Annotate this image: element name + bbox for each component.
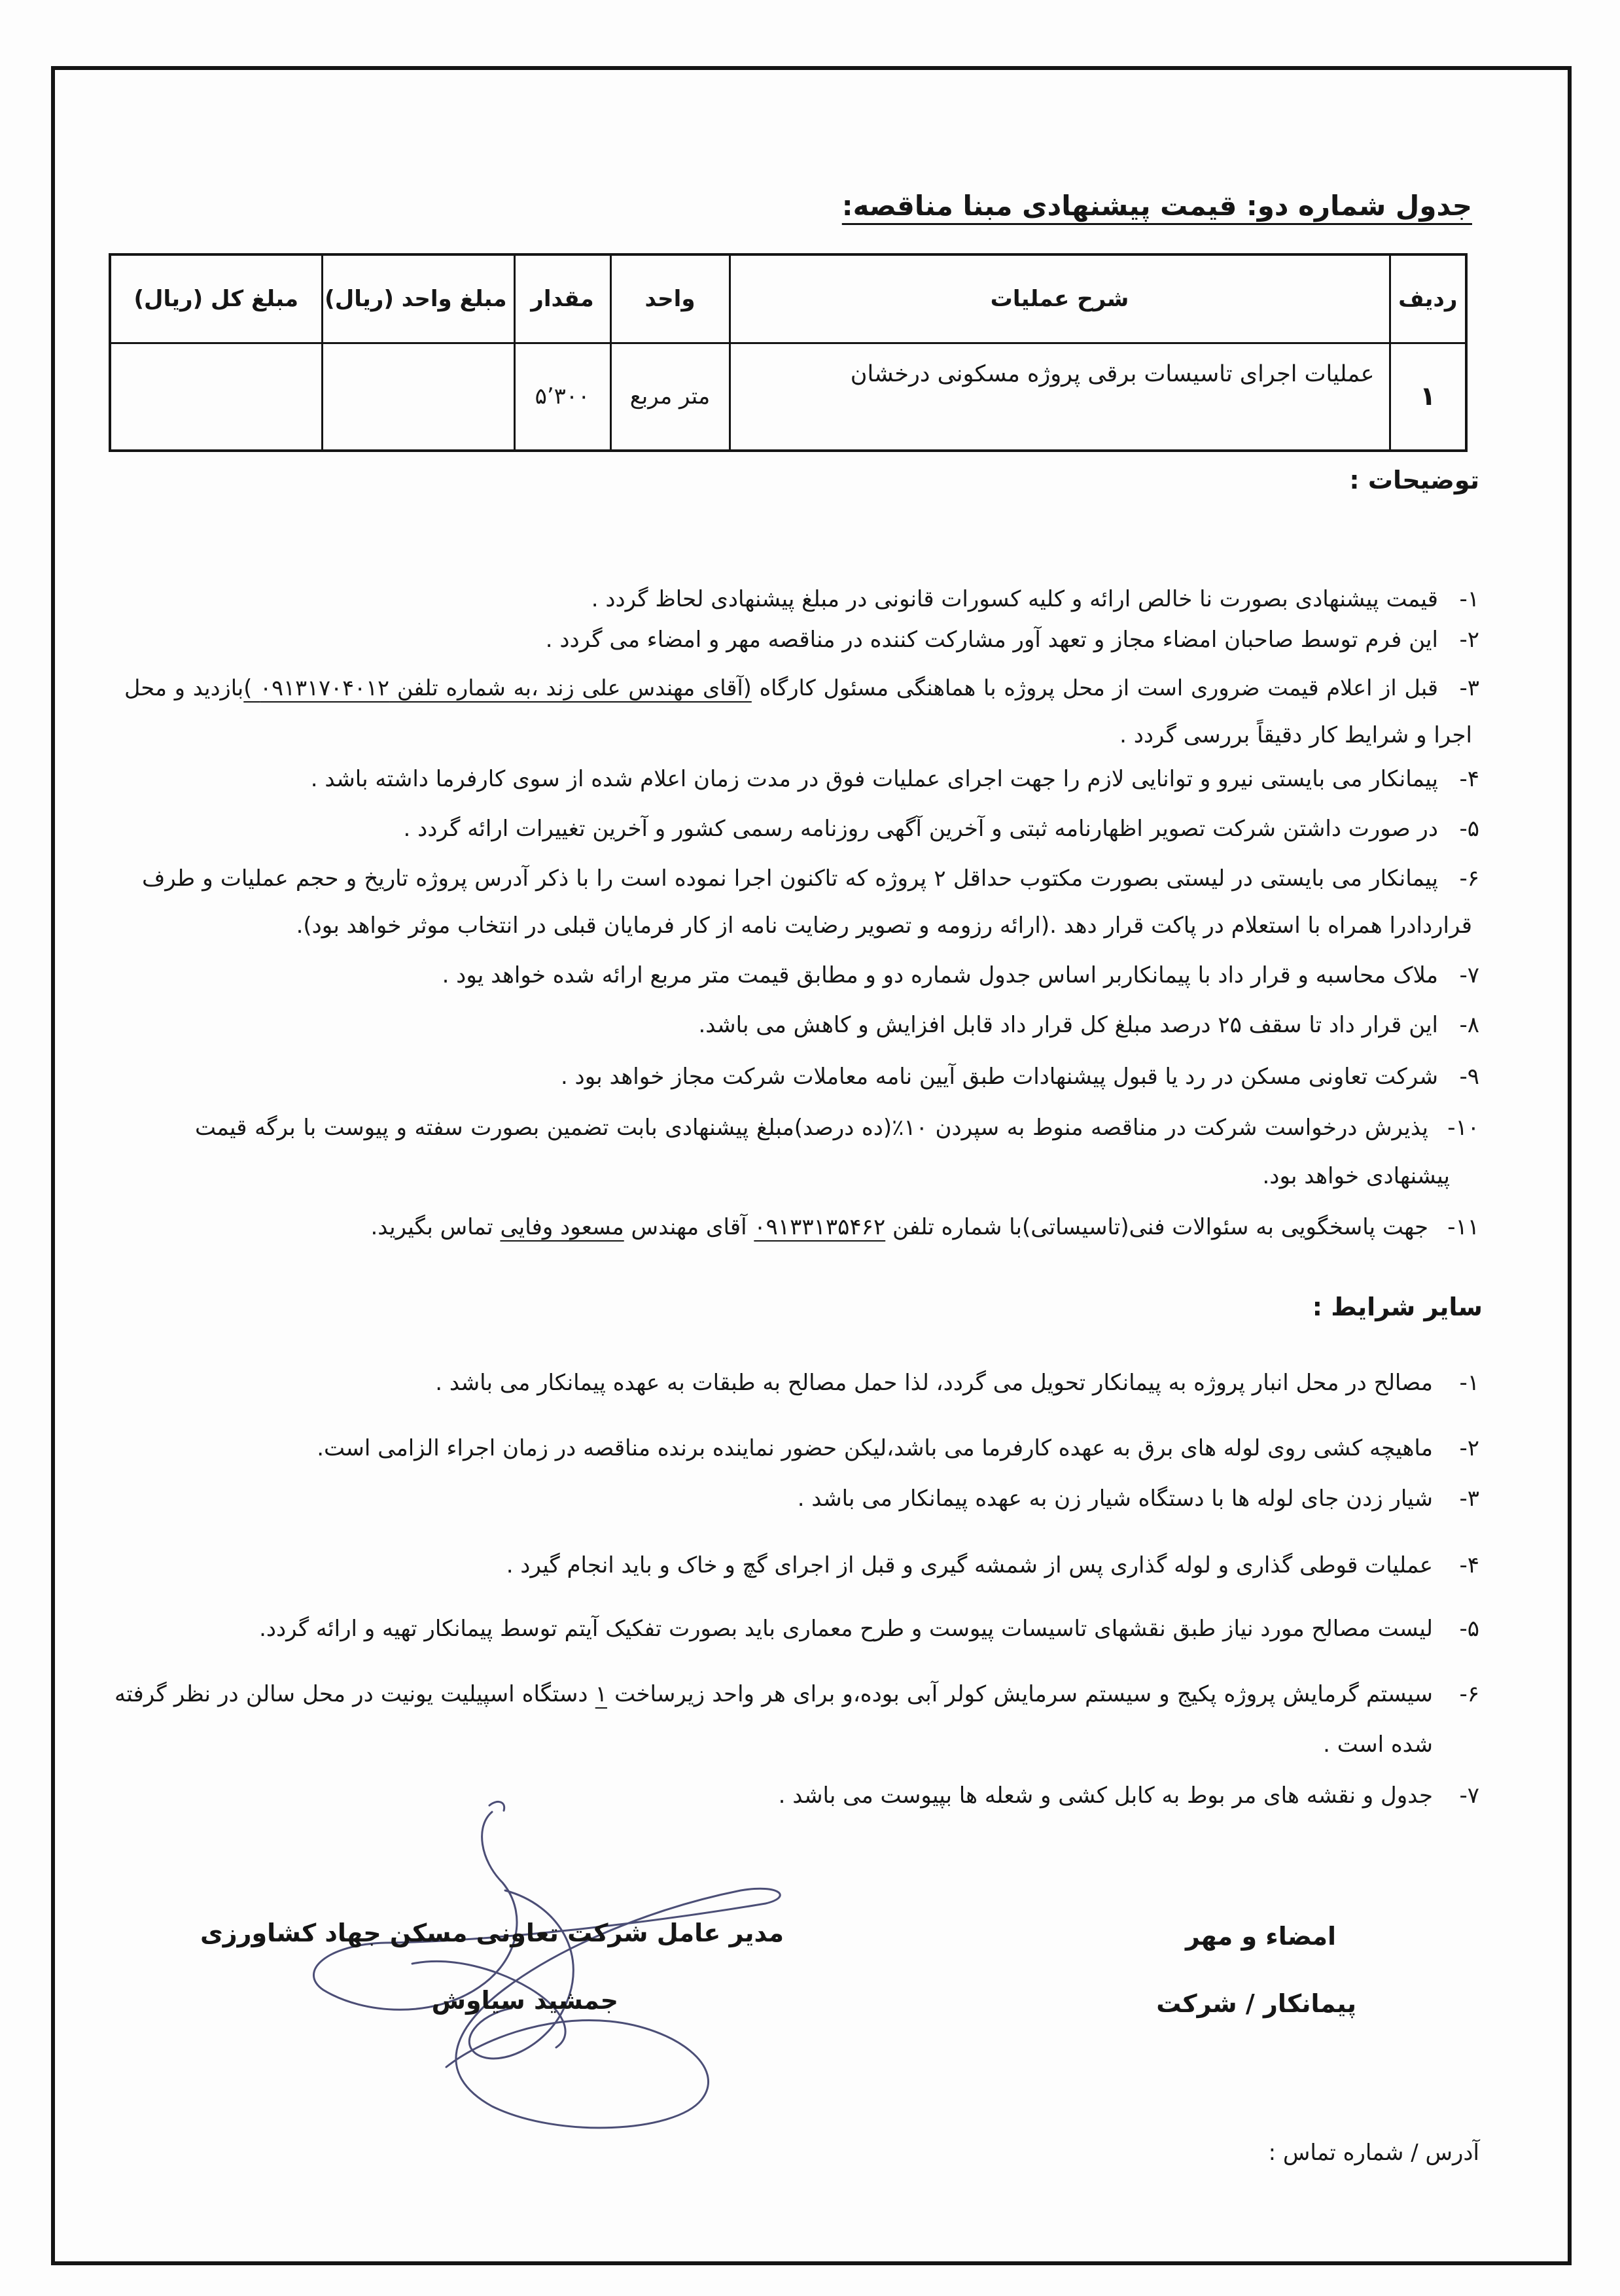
note-5-number: ۵-	[1459, 816, 1479, 842]
condition-5-number: ۵-	[1459, 1616, 1479, 1642]
table-header-row	[110, 254, 1466, 343]
note-3-line-2: اجرا و شرایط کار دقیقاً بررسی گردد .	[1119, 722, 1472, 748]
note-9-number: ۹-	[1459, 1064, 1479, 1090]
note-11-text-middle: آقای مهندس	[624, 1214, 754, 1240]
handwritten-signature	[281, 1792, 805, 2159]
condition-2-text: ماهیچه کشی روی لوله های برق به عهده کارفرما می باشد،لیکن حضور نماینده برنده مناقصه در زمان اجراء الزامی است.	[317, 1435, 1433, 1461]
condition-3-number: ۳-	[1459, 1486, 1479, 1512]
note-3-number: ۳-	[1459, 675, 1479, 701]
note-4-text: پیمانکار می بایستی نیرو و توانایی لازم را جهت اجرای عملیات فوق در مدت زمان اعلام شده از سوی کارفرما داشته باشد .	[310, 766, 1438, 792]
note-6-line-1: پیمانکار می بایستی در لیستی بصورت مکتوب حداقل ۲ پروژه که تاکنون اجرا نموده است را با ذکر آدرس پروژه تاریخ و حجم عملیات و طرف	[142, 865, 1438, 892]
employer-title: مدیر عامل شرکت تعاونی مسکن جهاد کشاورزی	[200, 1919, 784, 1947]
note-8-text: این قرار داد تا سقف ۲۵ درصد مبلغ کل قرار داد قابل افزایش و کاهش می باشد.	[698, 1012, 1438, 1038]
condition-1-number: ۱-	[1459, 1370, 1479, 1396]
note-3-text-end: بازدید و محل	[124, 675, 244, 701]
price-table	[109, 253, 1468, 452]
header-quantity: مقدار	[514, 254, 610, 343]
other-conditions-heading: سایر شرایط :	[1312, 1293, 1483, 1321]
note-6-line-2: قراردادرا همراه با استعلام در پاکت قرار دهد .(ارائه رزومه و تصویر رضایت نامه از کار فرمایان قبلی در انتخاب موثر خواهد بود).	[296, 913, 1472, 939]
note-4-number: ۴-	[1459, 766, 1479, 792]
condition-6-text-end: دستگاه اسپیلیت یونیت در محل سالن در نظر گرفته	[114, 1681, 595, 1707]
note-2-number: ۲-	[1459, 627, 1479, 653]
note-7-text: ملاک محاسبه و قرار داد با پیمانکاربر اساس جدول شماره دو و مطابق قیمت متر مربع ارائه شده خواهد یود .	[442, 962, 1438, 988]
note-8-number: ۸-	[1459, 1012, 1479, 1038]
header-total-price: مبلغ کل (ریال)	[110, 254, 322, 343]
note-9-text: شرکت تعاونی مسکن در رد یا قبول پیشنهادات طبق آیین نامه معاملات شرکت مجاز خواهد بود .	[560, 1064, 1438, 1090]
condition-6-line-1	[114, 1676, 1433, 1713]
condition-5-text: لیست مصالح مورد نیاز طبق نقشهای تاسیسات پیوست و طرح معماری باید بصورت تفکیک آیتم توسط پیمانکار تهیه و ارائه گردد.	[259, 1616, 1433, 1642]
header-unit-price: مبلغ واحد (ریال)	[322, 254, 514, 343]
note-3-site-contact: (آقای مهندس علی زند ،به شماره تلفن ۰۹۱۳۱۷۰۴۰۱۲ )	[243, 675, 752, 701]
employer-name: جمشید سیاوش	[431, 1986, 618, 2015]
condition-7-text: جدول و نقشه های مر بوط به کابل کشی و شعله ها بپیوست می باشد .	[778, 1783, 1433, 1809]
note-10-line-1: پذیرش درخواست شرکت در مناقصه منوط به سپردن ۱۰٪(ده درصد)مبلغ پیشنهادی بابت تضمین بصورت سفته و پیوست با برگه قیمت	[195, 1115, 1428, 1141]
row-number-cell: ۱	[1390, 343, 1466, 451]
header-row-number: ردیف	[1390, 254, 1466, 343]
quantity-cell: ۵٬۳۰۰	[514, 343, 610, 451]
contractor-sign-label: امضاء و مهر	[1185, 1922, 1336, 1951]
notes-heading: توضیحات :	[1349, 466, 1479, 495]
note-6-number: ۶-	[1459, 865, 1479, 892]
condition-6-text-start: سیستم گرمایش پروژه پکیج و سیستم سرمایش کولر آبی بوده،و برای هر واحد زیرساخت	[607, 1681, 1433, 1707]
header-unit: واحد	[610, 254, 730, 343]
unit-cell: متر مربع	[610, 343, 730, 451]
unit-price-cell	[322, 343, 514, 451]
condition-6-line-2: شده است .	[1323, 1731, 1433, 1758]
note-11-text-end: تماس بگیرید.	[370, 1214, 501, 1240]
header-description: شرح عملیات	[730, 254, 1390, 343]
note-11-text-start: جهت پاسخگویی به سئوالات فنی(تاسیساتی)با شماره تلفن	[885, 1214, 1428, 1240]
note-7-number: ۷-	[1459, 962, 1479, 988]
condition-1-text: مصالح در محل انبار پروژه به پیمانکار تحویل می گردد، لذا حمل مصالح به طبقات به عهده پیمانکار می باشد .	[435, 1370, 1433, 1396]
note-3-text-start: قبل از اعلام قیمت ضروری است از محل پروژه با هماهنگی مسئول کارگاه	[751, 675, 1438, 701]
note-11-text	[114, 1209, 1428, 1245]
table-row	[110, 343, 1466, 451]
note-11-number: ۱۱-	[1447, 1214, 1479, 1240]
condition-3-text: شیار زدن جای لوله ها با دستگاه شیار زن به عهده پیمانکار می باشد .	[797, 1486, 1433, 1512]
note-10-number: ۱۰-	[1447, 1115, 1479, 1141]
note-1-text: قیمت پیشنهادی بصورت نا خالص ارائه و کلیه کسورات قانونی در مبلغ پیشنهادی لحاظ گردد .	[591, 586, 1438, 612]
address-contact-label: آدرس / شماره تماس :	[1268, 2140, 1479, 2166]
note-1-number: ۱-	[1459, 586, 1479, 612]
condition-2-number: ۲-	[1459, 1435, 1479, 1461]
note-10-line-2: پیشنهادی خواهد بود.	[1262, 1163, 1450, 1189]
contractor-label: پیمانکار / شرکت	[1156, 1989, 1356, 2018]
note-5-text: در صورت داشتن شرکت تصویر اظهارنامه ثبتی و آخرین آگهی روزنامه رسمی کشور و آخرین تغییرات ارائه گردد .	[403, 816, 1438, 842]
technical-contact-name: مسعود وفایی	[500, 1214, 624, 1240]
note-2-text: این فرم توسط صاحبان امضاء مجاز و تعهد آور مشارکت کننده در مناقصه مهر و امضاء می گردد .	[545, 627, 1438, 653]
note-3-line-1	[124, 670, 1438, 706]
total-price-cell	[110, 343, 322, 451]
description-cell: عملیات اجرای تاسیسات برقی پروژه مسکونی درخشان	[730, 343, 1390, 451]
condition-7-number: ۷-	[1459, 1783, 1479, 1809]
table-title: جدول شماره دو: قیمت پیشنهادی مبنا مناقصه:	[841, 190, 1472, 222]
technical-contact-phone: ۰۹۱۳۳۱۳۵۴۶۲	[754, 1214, 886, 1240]
condition-4-number: ۴-	[1459, 1552, 1479, 1578]
split-unit-count: ۱	[595, 1681, 607, 1707]
condition-6-number: ۶-	[1459, 1681, 1479, 1707]
condition-4-text: عملیات قوطی گذاری و لوله گذاری پس از شمشه گیری و قبل از اجرای گچ و خاک و باید انجام گیرد .	[506, 1552, 1433, 1578]
